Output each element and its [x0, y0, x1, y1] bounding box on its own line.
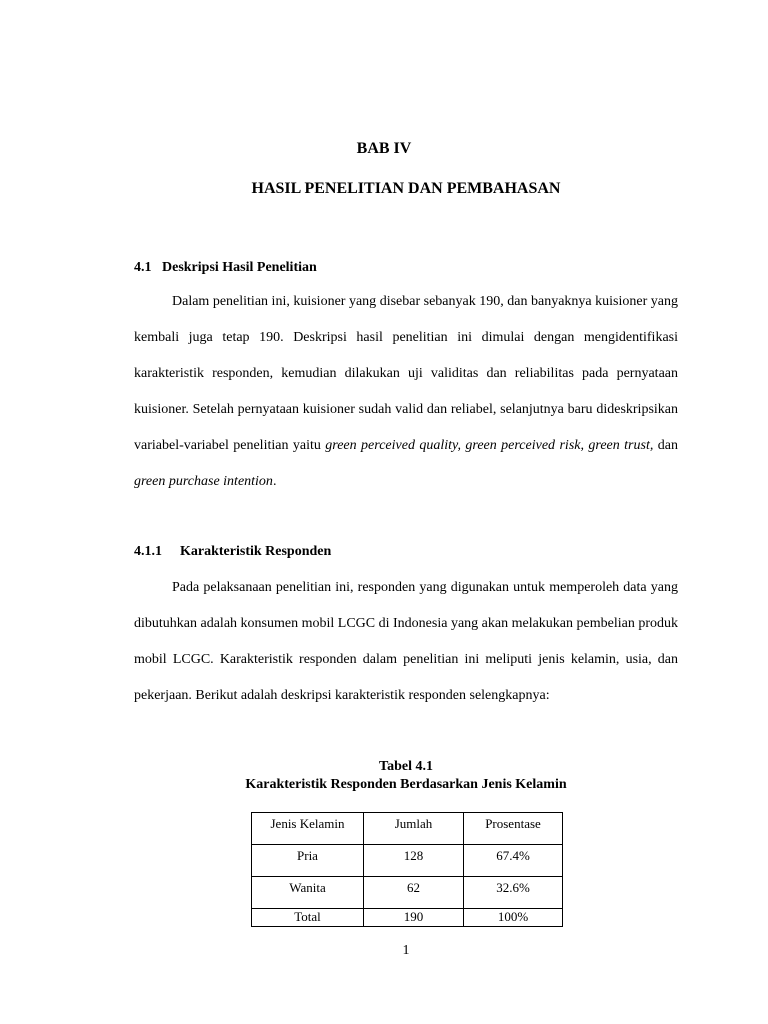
table-cell: 67.4% [464, 845, 563, 877]
paragraph-text: dan [653, 438, 678, 453]
table-cell: 190 [364, 909, 464, 927]
section-heading-4-1-1 [134, 544, 331, 560]
table-caption-title: Karakteristik Responden Berdasarkan Jenis Kelamin [245, 777, 567, 792]
page-number: 1 [402, 943, 410, 958]
paragraph-text: Dalam penelitian ini, kuisioner yang disebar sebanyak 190, dan banyaknya kuisioner yang kembali juga tetap 190. Deskripsi hasil penelitian ini dimulai dengan mengidentifikasi karakteristik responden, kemudian dilakukan uji validitas dan reliabilitas pada pernyataan kuisioner. Setelah pernyataan kuisioner sudah valid dan reliabel, selanjutnya baru dideskripsikan variabel-variabel penelitian yaitu [134, 294, 678, 453]
table-header-cell: Prosentase [464, 813, 563, 845]
chapter-label: BAB IV [356, 140, 412, 157]
table-cell: 100% [464, 909, 563, 927]
table-cell: Wanita [252, 877, 364, 909]
paragraph-deskripsi [134, 284, 678, 500]
table-header-cell: Jumlah [364, 813, 464, 845]
respondent-gender-table [251, 812, 563, 927]
paragraph-italic-variables: green perceived quality, green perceived risk, green trust, [325, 438, 654, 453]
table-header-cell: Jenis Kelamin [252, 813, 364, 845]
table-row [252, 877, 563, 909]
paragraph-italic-variable: green purchase intention [134, 474, 273, 489]
table-cell: Pria [252, 845, 364, 877]
table-cell: 62 [364, 877, 464, 909]
table-header-row [252, 813, 563, 845]
section-number: 4.1.1 [134, 544, 162, 559]
paragraph-karakteristik: Pada pelaksanaan penelitian ini, responden yang digunakan untuk memperoleh data yang dibutuhkan adalah konsumen mobil LCGC di Indonesia yang akan melakukan pembelian produk mobil LCGC. Karakteristik responden dalam penelitian ini meliputi jenis kelamin, usia, dan pekerjaan. Berikut adalah deskripsi karakteristik responden selengkapnya: [134, 580, 678, 703]
chapter-title: HASIL PENELITIAN DAN PEMBAHASAN [251, 180, 561, 197]
section-number: 4.1 [134, 260, 152, 275]
paragraph-text: . [272, 474, 277, 489]
table-row [252, 845, 563, 877]
table-cell: Total [252, 909, 364, 927]
section-heading-4-1 [134, 260, 317, 276]
section-title: Deskripsi Hasil Penelitian [162, 260, 317, 275]
table-cell: 32.6% [464, 877, 563, 909]
table-cell: 128 [364, 845, 464, 877]
table-caption-number: Tabel 4.1 [379, 759, 433, 774]
section-title: Karakteristik Responden [180, 544, 332, 559]
table-row-total [252, 909, 563, 927]
